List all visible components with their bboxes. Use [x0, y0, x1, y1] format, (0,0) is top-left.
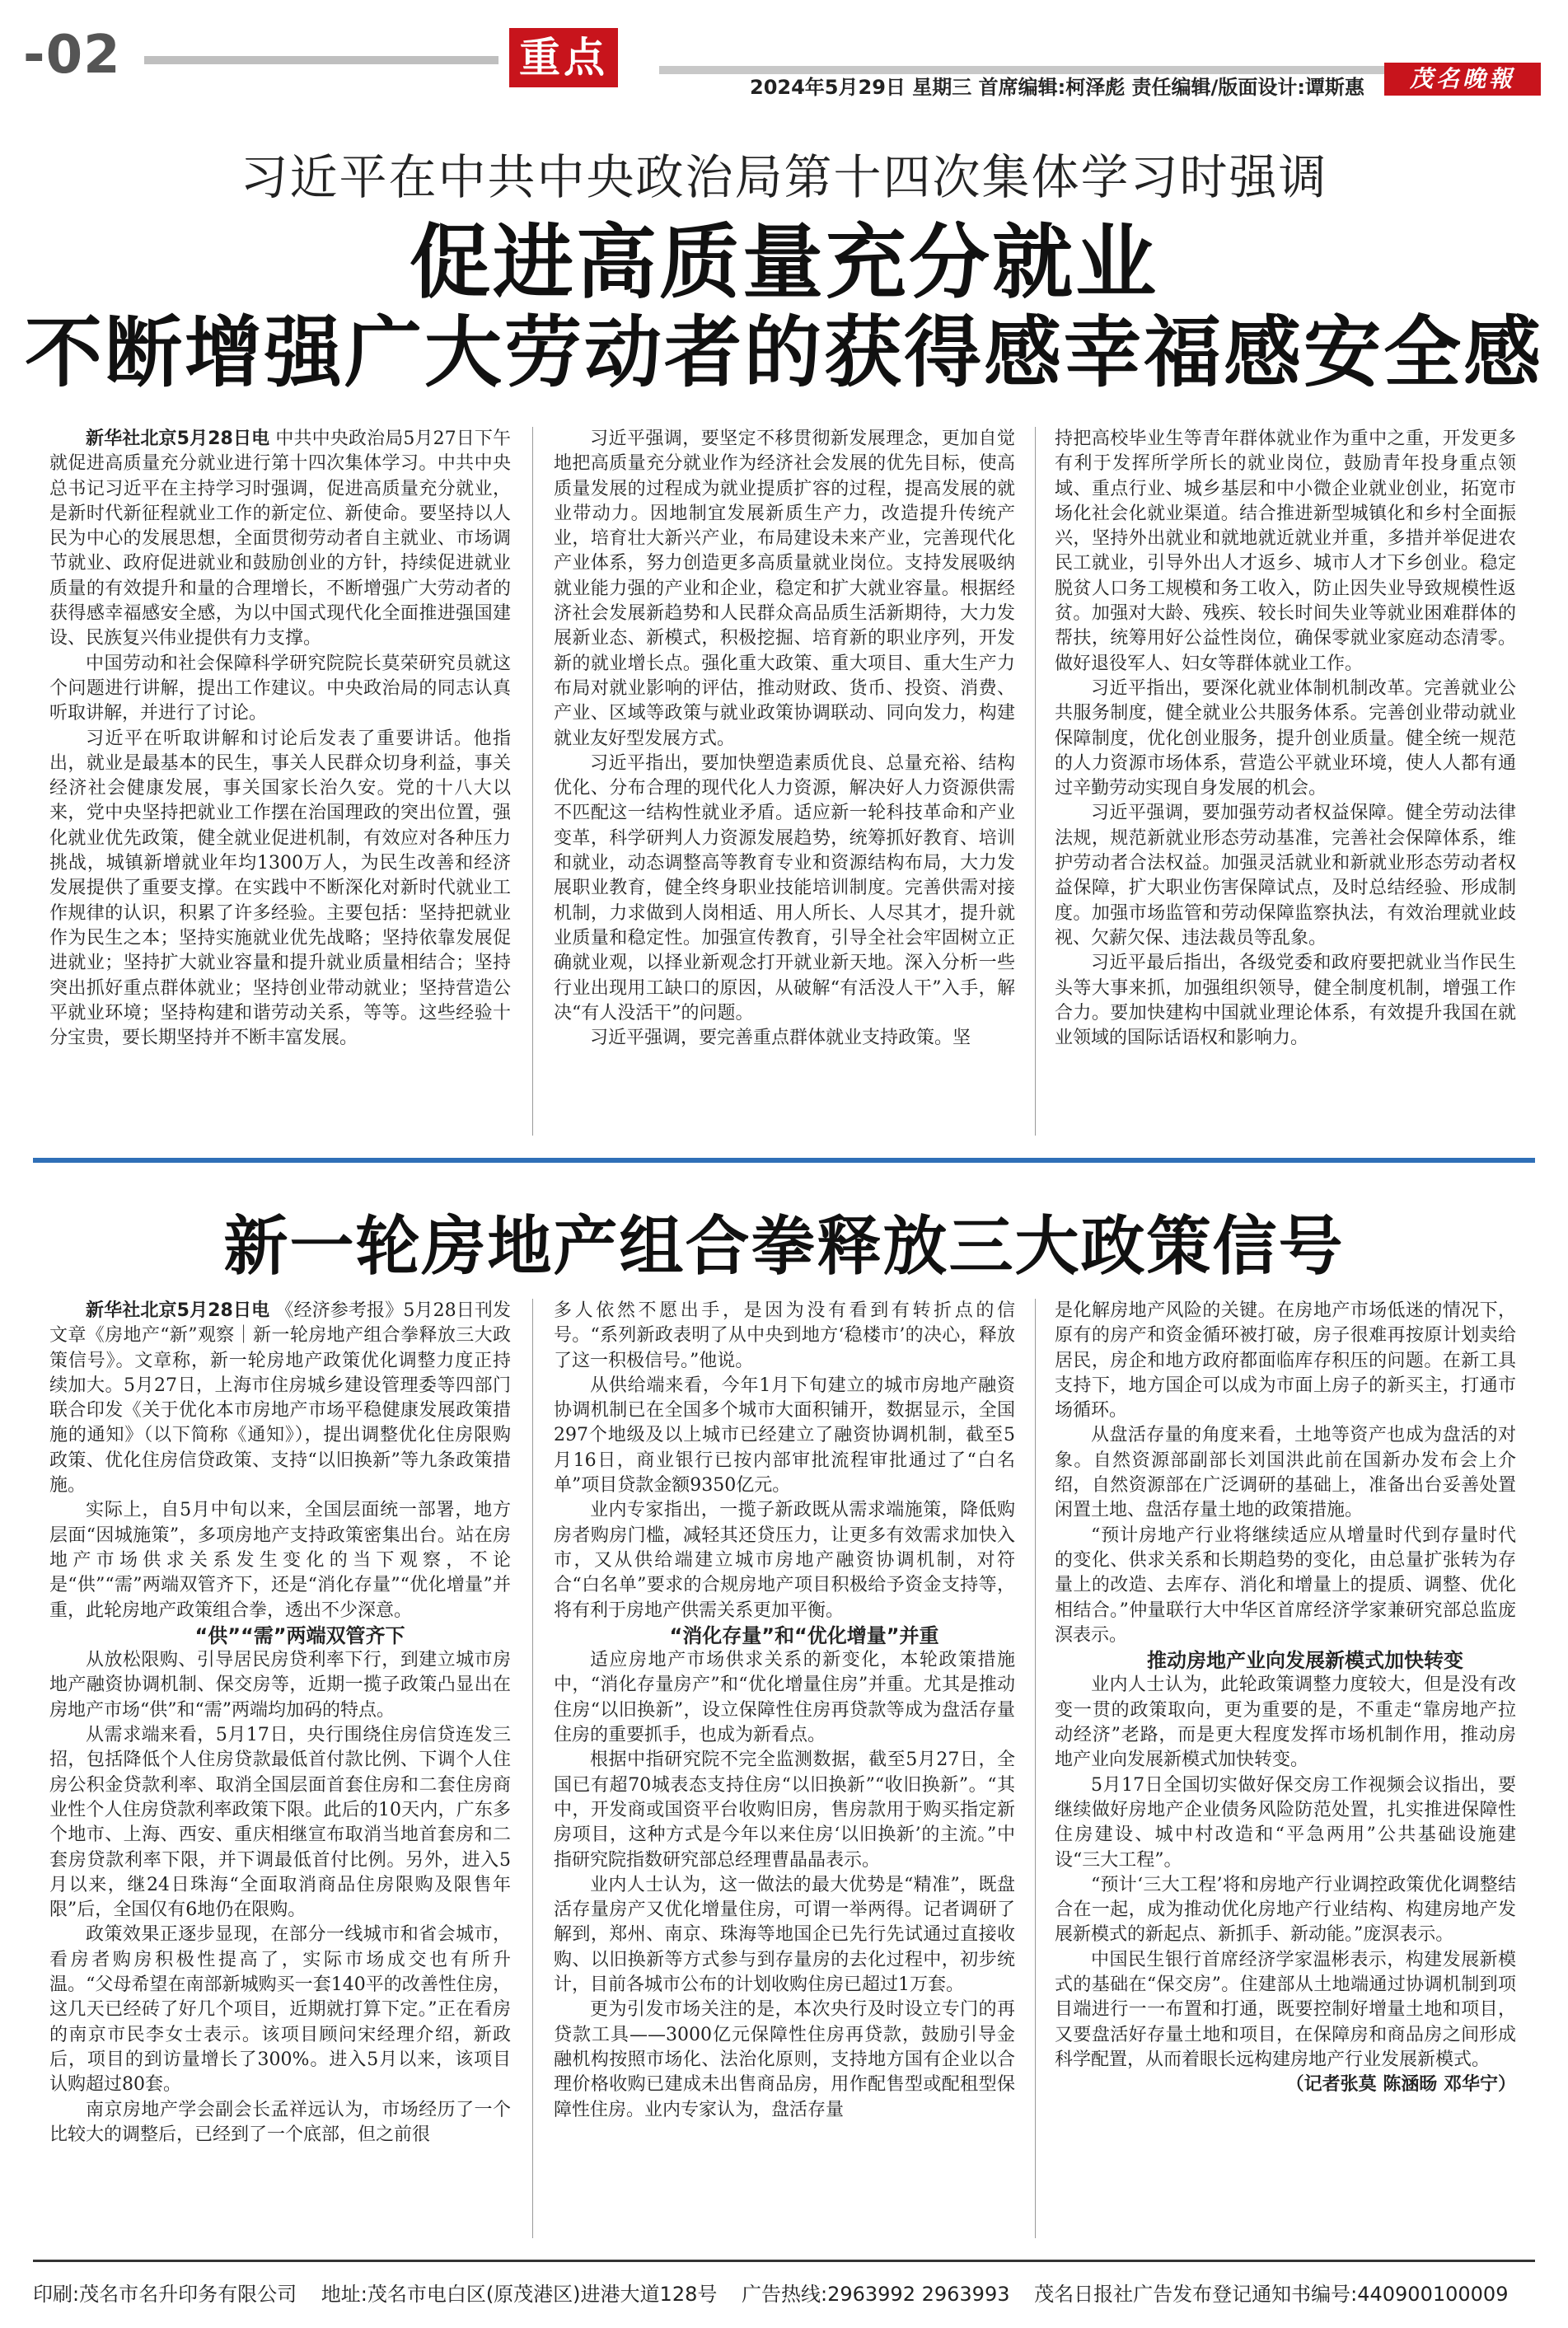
article1-paragraph: 习近平指出，要加快塑造素质优良、总量充裕、结构优化、分布合理的现代化人力资源，解决好人力资源供需不匹配这一结构性就业矛盾。适应新一轮科技革命和产业变革，科学研判人力资源发展趋势，统筹抓好教育、培训和就业，动态调整高等教育专业和资源结构布局，大力发展职业教育，健全终身职业技能培训制度。完善供需对接机制，力求做到人岗相适、用人所长、人尽其才，提升就业质量和稳定性。加强宣传教育，引导全社会牢固树立正确就业观，以择业新观念打开就业新天地。深入分析一些行业出现用工缺口的原因，从破解“有活没人干”入手，解决“有人没活干”的问题。 [554, 752, 1015, 1023]
article1-paragraph: 习近平在听取讲解和讨论后发表了重要讲话。他指出，就业是最基本的民生，事关人民群众切身利益，事关经济社会健康发展，事关国家长治久安。党的十八大以来，党中央坚持把就业工作摆在治国理政的突出位置，强化就业优先政策，健全就业促进机制，有效应对各种压力挑战，城镇新增就业年均1300万人，为民生改善和经济发展提供了重要支撑。在实践中不断深化对新时代就业工作规律的认识，积累了许多经验。主要包括：坚持把就业作为民生之本；坚持实施就业优先战略；坚持依靠发展促进就业；坚持扩大就业容量和提升就业质量相结合；坚持突出抓好重点群体就业；坚持创业带动就业；坚持营造公平就业环境；坚持构建和谐劳动关系，等等。这些经验十分宝贵，要长期坚持并不断丰富发展。 [49, 728, 511, 1049]
article2-headline: 新一轮房地产组合拳释放三大政策信号 [223, 1209, 1345, 1284]
article2-paragraph: “预计房地产行业将继续适应从增量时代到存量时代的变化、供求关系和长期趋势的变化，由总量扩张转为存量上的改造、去库存、消化和增量上的提质、调整、优化相结合。”仲量联行大中华区首席经济学家兼研究部总监庞溟表示。 [1055, 1525, 1516, 1646]
article1-kicker: 习近平在中共中央政治局第十四次集体学习时强调 [240, 149, 1328, 205]
article1-paragraph: 习近平最后指出，各级党委和政府要把就业当作民生头等大事来抓，加强组织领导，健全制度机制，增强工作合力。要加快建构中国就业理论体系，有效提升我国在就业领域的国际话语权和影响力。 [1055, 953, 1516, 1049]
footer-ad-hotline: 广告热线:2963992 2963993 [742, 2283, 1010, 2306]
section-badge: 重点 [509, 28, 618, 87]
article1-column-2 [554, 427, 1015, 1051]
article1-column-3 [1055, 427, 1516, 1051]
article-separator [33, 1158, 1535, 1163]
article2-column-3 [1055, 1299, 1516, 2098]
article2-paragraph: 政策效果正逐步显现，在部分一线城市和省会城市，看房者购房积极性提高了，实际市场成交也有所升温。“父母希望在南部新城购买一套140平的改善性住房，这几天已经砖了好几个项目，近期就打算下定。”正在看房的南京市民李女士表示。该项目顾问宋经理介绍，新政后，项目的到访量增长了300%。进入5月以来，该项目认购超过80套。 [49, 1924, 511, 2096]
dateline: 新华社北京5月28日电 [86, 429, 270, 449]
footer-ad-license: 茂名日报社广告发布登记通知书编号:440900100009 [1034, 2283, 1509, 2306]
column-divider [1035, 427, 1036, 1136]
article2-paragraph: 从放松限购、引导居民房贷利率下行，到建立城市房地产融资协调机制、保交房等，近期一揽子政策凸显出在房地产市场“供”和“需”两端均加码的特点。 [49, 1650, 511, 1721]
article2-paragraph: 从盘活存量的角度来看，土地等资产也成为盘活的对象。自然资源部副部长刘国洪此前在国新办发布会上介绍，自然资源部在广泛调研的基础上，准备出台妥善处置闲置土地、盘活存量土地的政策措施。 [1055, 1425, 1516, 1521]
article2-paragraph: 实际上，自5月中旬以来，全国层面统一部署，地方层面“因城施策”，多项房地产支持政策密集出台。站在房地产市场供求关系发生变化的当下观察，不论是“供”“需”两端双管齐下，还是“消化存量”“优化增量”并重，此轮房地产政策组合拳，透出不少深意。 [49, 1500, 511, 1621]
article2-paragraph: 业内专家指出，一揽子新政既从需求端施策，降低购房者购房门槛，减轻其还贷压力，让更多有效需求加快入市，又从供给端建立城市房地产融资协调机制，对符合“白名单”要求的合规房地产项目积极给予资金支持等，将有利于房地产供需关系更加平衡。 [554, 1500, 1015, 1621]
article1-column-1 [49, 427, 511, 1051]
issue-meta: 2024年5月29日 星期三 首席编辑:柯泽彪 责任编辑/版面设计:谭斯惠 [750, 76, 1364, 99]
article2-paragraph: 是化解房地产风险的关键。在房地产市场低迷的情况下，原有的房产和资金循环被打破，房子很难再按原计划卖给居民，房企和地方政府都面临库存积压的问题。在新工具支持下，地方国企可以成为市面上房子的新买主，打通市场循环。 [1055, 1300, 1516, 1422]
header-rule-left [144, 56, 498, 64]
article2-paragraph: 根据中指研究院不完全监测数据，截至5月27日，全国已有超70城表态支持住房“以旧换新”“收旧换新”。“其中，开发商或国资平台收购旧房，售房款用于购买指定新房项目，这种方式是今年以来住房‘以旧换新’的主流。”中指研究院指数研究部总经理曹晶晶表示。 [554, 1750, 1015, 1871]
article2-paragraph: 更为引发市场关注的是，本次央行及时设立专门的再贷款工具——3000亿元保障性住房再贷款，鼓励引导金融机构按照市场化、法治化原则，支持地方国有企业以合理价格收购已建成未出售商品房，用作配售型或配租型保障性住房。业内专家认为，盘活存量 [554, 1999, 1015, 2120]
article2-subhead: “供”“需”两端双管齐下 [194, 1623, 405, 1647]
column-divider [532, 1299, 533, 2238]
article2-paragraph: 南京房地产学会副会长孟祥远认为，市场经历了一个比较大的调整后，已经到了一个底部，但之前很 [49, 2099, 511, 2145]
footer-address: 地址:茂名市电白区(原茂港区)进港大道128号 [321, 2283, 718, 2306]
article1-paragraph: 持把高校毕业生等青年群体就业作为重中之重，开发更多有利于发挥所学所长的就业岗位，鼓励青年投身重点领域、重点行业、城乡基层和中小微企业就业创业，拓宽市场化社会化就业渠道。结合推进新型城镇化和乡村全面振兴，坚持外出就业和就地就近就业并重，多措并举促进农民工就业，引导外出人才返乡、城市人才下乡创业。稳定脱贫人口务工规模和务工收入，防止因失业导致规模性返贫。加强对大龄、残疾、较长时间失业等就业困难群体的帮扶，统筹用好公益性岗位，确保零就业家庭动态清零。做好退役军人、妇女等群体就业工作。 [1055, 429, 1516, 674]
article1-paragraph: 习近平指出，要深化就业体制机制改革。完善就业公共服务制度，健全就业公共服务体系。完善创业带动就业保障制度，优化创业服务，提升创业质量。健全统一规范的人力资源市场体系，营造公平就业环境，使人人都有通过辛勤劳动实现自身发展的机会。 [1055, 677, 1516, 799]
article2-column-1 [49, 1299, 511, 2148]
article1-headline-line1: 促进高质量充分就业 [409, 215, 1158, 310]
article2-paragraph: 适应房地产市场供求关系的新变化，本轮政策措施中，“消化存量房产”和“优化增量住房”并重。尤其是推动住房“以旧换新”，设立保障性住房再贷款等成为盘活存量住房的重要抓手，也成为新看点。 [554, 1650, 1015, 1746]
dateline: 新华社北京5月28日电 [86, 1300, 270, 1321]
article2-paragraph: 业内人士认为，这一做法的最大优势是“精准”，既盘活存量房产又优化增量住房，可谓一举两得。记者调研了解到，郑州、南京、珠海等地国企已先行先试通过直接收购、以旧换新等方式参与到存量房的去化过程中，初步统计，目前各城市公布的计划收购住房已超过1万套。 [554, 1874, 1015, 1996]
article2-paragraph: “预计‘三大工程’将和房地产行业调控政策优化调整结合在一起，成为推动优化房地产行业结构、构建房地产发展新模式的新起点、新抓手、新动能。”庞溟表示。 [1055, 1874, 1516, 1946]
article2-paragraph: 从需求端来看，5月17日，央行围绕住房信贷连发三招，包括降低个人住房贷款最低首付款比例、下调个人住房公积金贷款利率、取消全国层面首套住房和二套住房商业性个人住房贷款利率政策下限。此后的10天内，广东多个地市、上海、西安、重庆相继宣布取消当地首套房和二套房贷款利率下限，并下调最低首付比例。另外，进入5月以来，继24日珠海“全面取消商品住房限购及限售年限”后，全国仅有6地仍在限购。 [49, 1725, 511, 1921]
article1-paragraph: 习近平强调，要完善重点群体就业支持政策。坚 [590, 1028, 971, 1049]
column-divider [1035, 1299, 1036, 2238]
article2-paragraph: 新华社北京5月28日电 《经济参考报》5月28日刊发文章《房地产“新”观察｜新一轮房地产组合拳释放三大政策信号》。文章称，新一轮房地产政策优化调整力度正持续加大。5月27日，上海市住房城乡建设管理委等四部门联合印发《关于优化本市房地产市场平稳健康发展政策措施的通知》（以下简称《通知》），提出调整优化住房限购政策、优化住房信贷政策、支持“以旧换新”等九条政策措施。 [49, 1300, 511, 1497]
footer-rule [33, 2260, 1535, 2262]
article1-headline-line2: 不断增强广大劳动者的获得感幸福感安全感 [24, 307, 1543, 398]
article2-paragraph: 多人依然不愿出手，是因为没有看到有转折点的信号。“系列新政表明了从中央到地方‘稳楼市’的决心，释放了这一积极信号。”他说。 [554, 1300, 1015, 1371]
article1-paragraph: 新华社北京5月28日电 中共中央政治局5月27日下午就促进高质量充分就业进行第十四次集体学习。中共中央总书记习近平在主持学习时强调，促进高质量充分就业，是新时代新征程就业工作的新定位、新使命。要坚持以人民为中心的发展思想，全面贯彻劳动者自主就业、市场调节就业、政府促进就业和鼓励创业的方针，持续促进就业质量的有效提升和量的合理增长，不断增强广大劳动者的获得感幸福感安全感，为以中国式现代化全面推进强国建设、民族复兴伟业提供有力支撑。 [49, 429, 511, 649]
page-header [0, 0, 1568, 99]
article2-paragraph: 从供给端来看，今年1月下旬建立的城市房地产融资协调机制已在全国多个城市大面积铺开，数据显示，全国297个地级及以上城市已经建立了融资协调机制，截至5月16日，商业银行已按内部审批流程审批通过了“白名单”项目贷款金额9350亿元。 [554, 1375, 1015, 1497]
article2-subhead: 推动房地产业向发展新模式加快转变 [1147, 1649, 1463, 1673]
column-divider [532, 427, 533, 1136]
article2-paragraph: 业内人士认为，此轮政策调整力度较大，但是没有改变一贯的政策取向，更为重要的是，不重走“靠房地产拉动经济”老路，而是更大程度发挥市场机制作用，推动房地产业向发展新模式加快转变。 [1055, 1675, 1516, 1771]
footer-printer: 印刷:茂名市名升印务有限公司 [33, 2283, 297, 2306]
article2-paragraph: 5月17日全国切实做好保交房工作视频会议指出，要继续做好房地产企业债务风险防范处置，扎实推进保障性住房建设、城中村改造和“平急两用”公共基础设施建设“三大工程”。 [1055, 1774, 1516, 1871]
article2-column-2 [554, 1299, 1015, 2123]
byline: （记者张莫 陈涵旸 邓华宁） [1285, 2074, 1516, 2096]
article1-paragraph: 习近平强调，要加强劳动者权益保障。健全劳动法律法规，规范新就业形态劳动基准，完善社会保障体系，维护劳动者合法权益。加强灵活就业和新就业形态劳动者权益保障，扩大职业伤害保障试点，及时总结经验、形成制度。加强市场监管和劳动保障监察执法，有效治理就业歧视、欠薪欠保、违法裁员等乱象。 [1055, 803, 1516, 949]
article1-paragraph: 中国劳动和社会保障科学研究院院长莫荣研究员就这个问题进行讲解，提出工作建议。中央政治局的同志认真听取讲解，并进行了讨论。 [49, 653, 511, 724]
article2-subhead: “消化存量”和“优化增量”并重 [669, 1623, 939, 1647]
article2-paragraph: 中国民生银行首席经济学家温彬表示，构建发展新模式的基础在“保交房”。住建部从土地端通过协调机制到项目端进行一一布置和打通，既要控制好增量土地和项目，又要盘活好存量土地和项目，在保障房和商品房之间形成科学配置，从而着眼长远构建房地产行业发展新模式。 [1055, 1949, 1516, 2070]
masthead-logo: 茂名晚報 [1384, 63, 1541, 96]
article1-paragraph: 习近平强调，要坚定不移贯彻新发展理念，更加自觉地把高质量充分就业作为经济社会发展的优先目标，使高质量发展的过程成为就业提质扩容的过程，提高发展的就业带动力。因地制宜发展新质生产力，改造提升传统产业，培育壮大新兴产业，布局建设未来产业，完善现代化产业体系，努力创造更多高质量就业岗位。支持发展吸纳就业能力强的产业和企业，稳定和扩大就业容量。根据经济社会发展新趋势和人民群众高品质生活新期待，大力发展新业态、新模式，积极挖掘、培育新的职业序列，开发新的就业增长点。强化重大政策、重大项目、重大生产力布局对就业影响的评估，推动财政、货币、投资、消费、产业、区域等政策与就业政策协调联动、同向发力，构建就业友好型发展方式。 [554, 429, 1015, 749]
page-footer [33, 2278, 1535, 2307]
page-number: -02 [23, 25, 121, 86]
